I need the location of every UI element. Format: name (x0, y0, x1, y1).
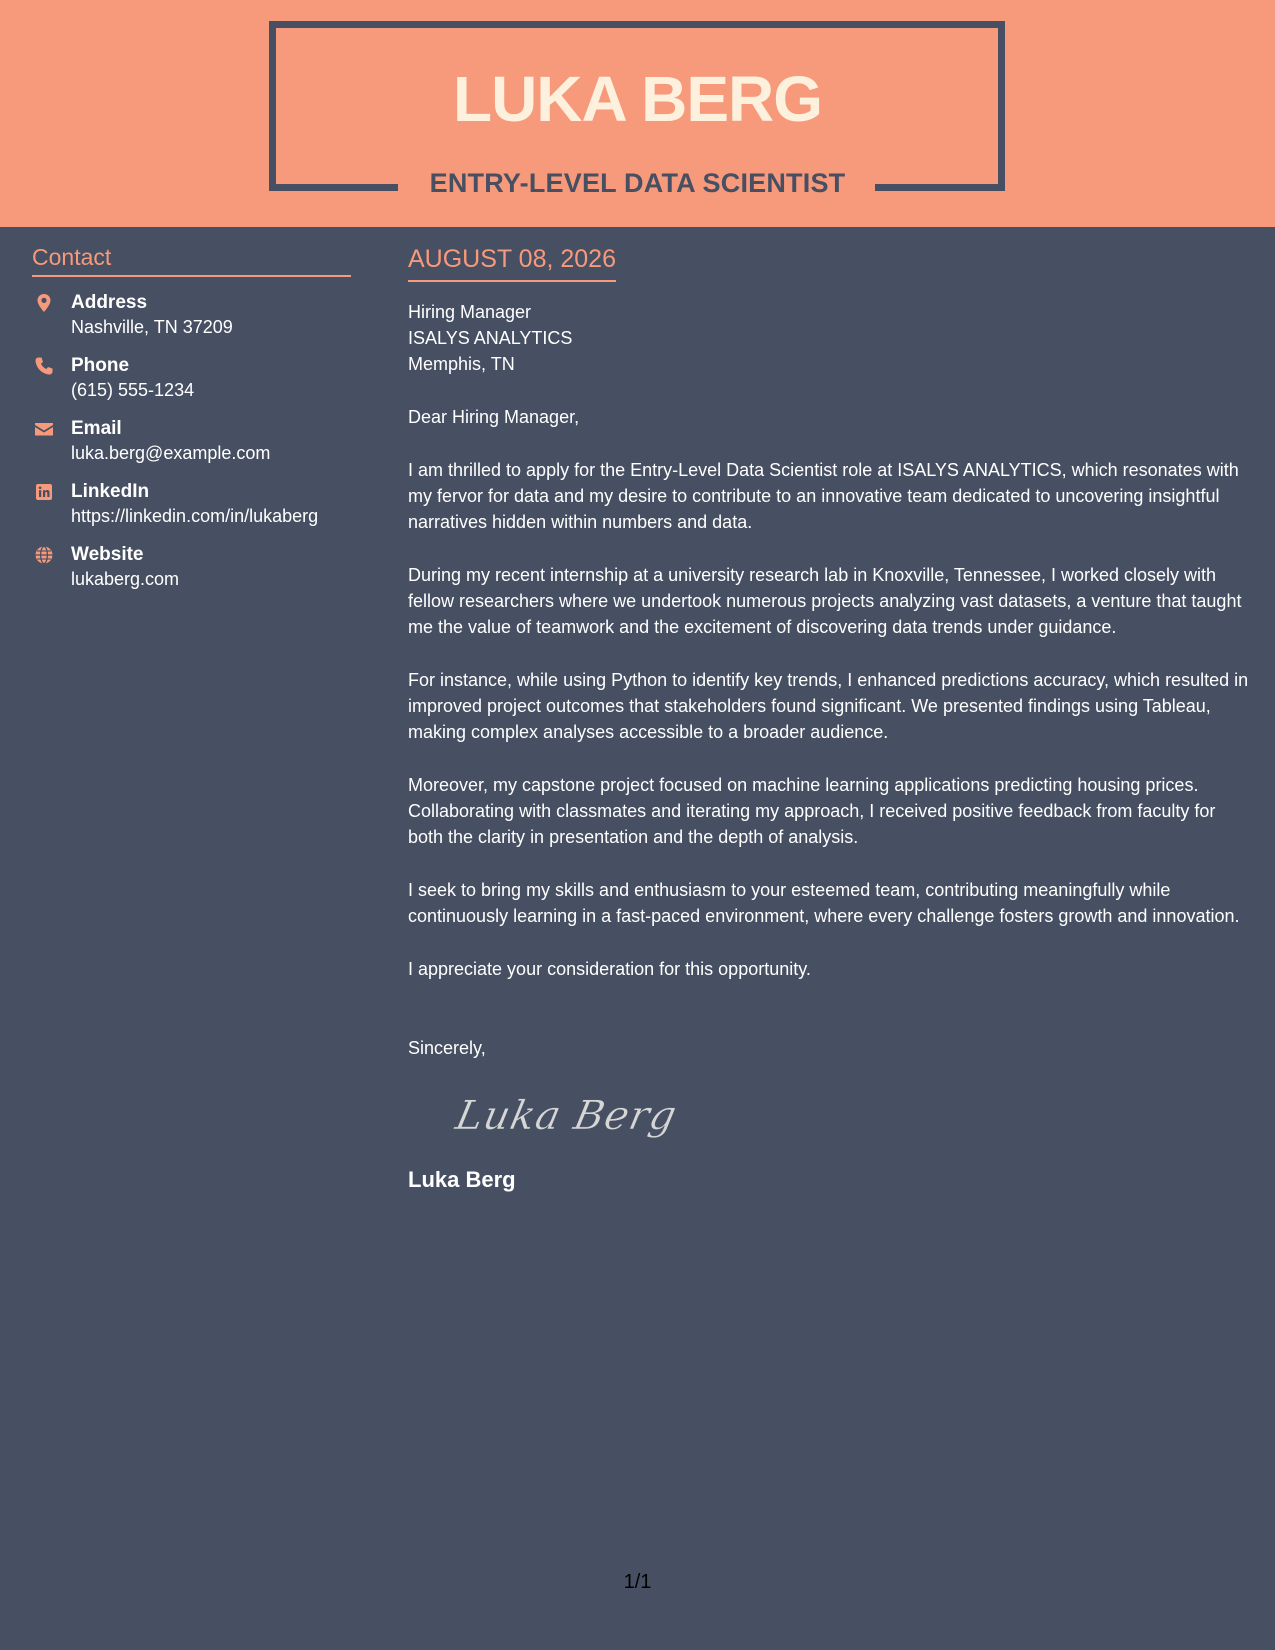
letter-body (408, 244, 1253, 1193)
phone-label: Phone (71, 355, 130, 376)
paragraph: I am thrilled to apply for the Entry-Level Data Scientist role at ISALYS ANALYTICS, which resonates with my fervor for data and my desire to contribute to an innovative team dedicated to uncovering insightful narratives hidden within numbers and data. (408, 460, 1239, 532)
website-label: Website (71, 544, 144, 565)
paragraph: During my recent internship at a university research lab in Knoxville, Tennessee, I worked closely with fellow researchers where we undertook numerous projects analyzing vast datasets, a venture that taught me the value of teamwork and the excitement of discovering data trends under guidance. (408, 565, 1242, 637)
signer-name: Luka Berg (408, 1167, 516, 1192)
address-value: Nashville, TN 37209 (71, 317, 233, 337)
contact-item-website (32, 542, 351, 592)
paragraph: I seek to bring my skills and enthusiasm to your esteemed team, contributing meaningfully while continuously learning in a fast-paced environment, where every challenge fosters growth and innovation. (408, 880, 1240, 926)
handwritten-signature (452, 1081, 692, 1151)
contact-item-phone (32, 353, 351, 403)
letter-date: AUGUST 08, 2026 (408, 244, 616, 282)
signature-image (408, 1069, 1253, 1159)
job-title: ENTRY-LEVEL DATA SCIENTIST (429, 168, 846, 198)
recipient-company: ISALYS ANALYTICS (408, 328, 573, 348)
header-banner (0, 0, 1275, 227)
location-pin-icon (34, 293, 54, 313)
recipient-block (408, 299, 1253, 377)
greeting: Dear Hiring Manager, (408, 407, 580, 427)
page-number: 1/1 (623, 1571, 652, 1593)
paragraph: For instance, while using Python to identify key trends, I enhanced predictions accuracy, which resulted in improved project outcomes that stakeholders found significant. We presented findings using Tableau, making complex analyses accessible to a broader audience. (408, 670, 1249, 742)
signature-text: Luka Berg (452, 1091, 682, 1139)
contact-sidebar (32, 243, 351, 592)
address-label: Address (71, 292, 148, 313)
linkedin-value: https://linkedin.com/in/lukaberg (71, 506, 319, 526)
closing: Sincerely, (408, 1038, 486, 1058)
email-label: Email (71, 418, 122, 439)
contact-item-address (32, 290, 351, 340)
contact-item-linkedin (32, 479, 351, 529)
phone-value: (615) 555-1234 (71, 380, 195, 400)
contact-heading: Contact (32, 243, 351, 277)
globe-icon (34, 545, 54, 565)
recipient-location: Memphis, TN (408, 354, 515, 374)
linkedin-icon (34, 482, 54, 502)
paragraph: I appreciate your consideration for this opportunity. (408, 959, 811, 979)
website-value: lukaberg.com (71, 569, 180, 589)
envelope-icon (34, 419, 54, 439)
linkedin-label: LinkedIn (71, 481, 150, 502)
recipient-name: Hiring Manager (408, 302, 532, 322)
phone-icon (34, 356, 54, 376)
paragraph: Moreover, my capstone project focused on machine learning applications predicting housing prices. Collaborating with classmates and iterating my approach, I received positive feedback from faculty for both the clarity in presentation and the depth of analysis. (408, 775, 1216, 847)
candidate-name: LUKA BERG (452, 63, 823, 135)
email-value: luka.berg@example.com (71, 443, 271, 463)
contact-item-email (32, 416, 351, 466)
